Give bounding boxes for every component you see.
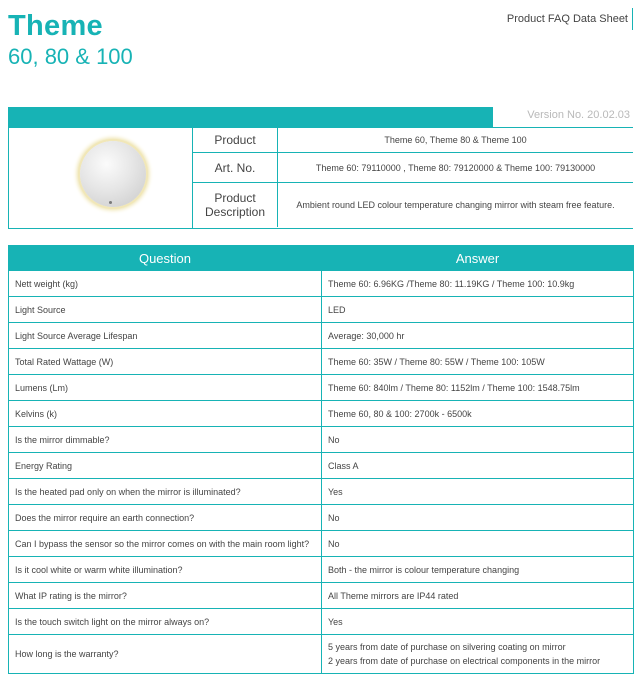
answer-cell: No — [322, 531, 634, 557]
product-info-box — [8, 127, 633, 229]
question-cell: Light Source Average Lifespan — [9, 323, 322, 349]
table-row — [9, 531, 634, 557]
header-divider — [632, 8, 633, 30]
question-cell: Is the mirror dimmable? — [9, 427, 322, 453]
answer-cell: Theme 60: 840lm / Theme 80: 1152lm / Theme 100: 1548.75lm — [322, 375, 634, 401]
table-row — [9, 297, 634, 323]
version-number: Version No. 20.02.03 — [527, 109, 630, 121]
answer-cell: Theme 60: 6.96KG /Theme 80: 11.19KG / Theme 100: 10.9kg — [322, 271, 634, 297]
product-image-cell — [9, 128, 193, 228]
answer-cell — [322, 635, 634, 674]
table-row — [9, 609, 634, 635]
question-cell: What IP rating is the mirror? — [9, 583, 322, 609]
warranty-line-electrical: 2 years from date of purchase on electrical components in the mirror — [328, 656, 601, 666]
question-cell: Kelvins (k) — [9, 401, 322, 427]
art-no-label: Art. No. — [193, 153, 278, 182]
product-description-label: Product Description — [193, 183, 278, 227]
warranty-line-mirror: 5 years from date of purchase on silvering coating on mirror — [328, 642, 566, 652]
info-header-bar — [8, 107, 493, 127]
round-mirror-image — [80, 141, 146, 207]
page-subtitle: 60, 80 & 100 — [8, 44, 133, 69]
table-row — [9, 375, 634, 401]
question-cell: Nett weight (kg) — [9, 271, 322, 297]
answer-cell: Average: 30,000 hr — [322, 323, 634, 349]
product-label: Product — [193, 128, 278, 152]
answer-cell: Class A — [322, 453, 634, 479]
answer-cell: Yes — [322, 479, 634, 505]
table-row — [9, 427, 634, 453]
table-row — [9, 401, 634, 427]
question-cell: Is the touch switch light on the mirror always on? — [9, 609, 322, 635]
question-cell: Total Rated Wattage (W) — [9, 349, 322, 375]
table-row — [9, 583, 634, 609]
answer-cell: Theme 60: 35W / Theme 80: 55W / Theme 100: 105W — [322, 349, 634, 375]
question-cell: Is it cool white or warm white illumination? — [9, 557, 322, 583]
table-row — [9, 635, 634, 674]
question-column-header: Question — [9, 246, 322, 271]
table-row — [9, 323, 634, 349]
table-row — [9, 479, 634, 505]
art-no-value: Theme 60: 79110000 , Theme 80: 79120000 & Theme 100: 79130000 — [315, 162, 596, 173]
answer-cell: Theme 60, 80 & 100: 2700k - 6500k — [322, 401, 634, 427]
question-cell: Light Source — [9, 297, 322, 323]
page-title: Theme — [8, 10, 103, 42]
answer-cell: LED — [322, 297, 634, 323]
answer-cell: No — [322, 427, 634, 453]
table-row — [9, 453, 634, 479]
question-cell: Lumens (Lm) — [9, 375, 322, 401]
table-row — [9, 271, 634, 297]
question-cell: How long is the warranty? — [9, 635, 322, 674]
answer-cell: All Theme mirrors are IP44 rated — [322, 583, 634, 609]
product-info-panel — [8, 107, 634, 227]
faq-table — [8, 245, 634, 674]
touch-switch-icon — [109, 201, 112, 204]
question-cell: Can I bypass the sensor so the mirror comes on with the main room light? — [9, 531, 322, 557]
answer-cell: No — [322, 505, 634, 531]
answer-cell: Yes — [322, 609, 634, 635]
answer-column-header: Answer — [322, 246, 634, 271]
product-description-value: Ambient round LED colour temperature changing mirror with steam free feature. — [296, 200, 615, 210]
question-cell: Does the mirror require an earth connection? — [9, 505, 322, 531]
table-row — [9, 557, 634, 583]
document-type-label: Product FAQ Data Sheet — [506, 13, 628, 25]
product-value: Theme 60, Theme 80 & Theme 100 — [384, 135, 527, 145]
table-row — [9, 349, 634, 375]
question-cell: Is the heated pad only on when the mirror is illuminated? — [9, 479, 322, 505]
answer-cell: Both - the mirror is colour temperature changing — [322, 557, 634, 583]
question-cell: Energy Rating — [9, 453, 322, 479]
table-row — [9, 505, 634, 531]
